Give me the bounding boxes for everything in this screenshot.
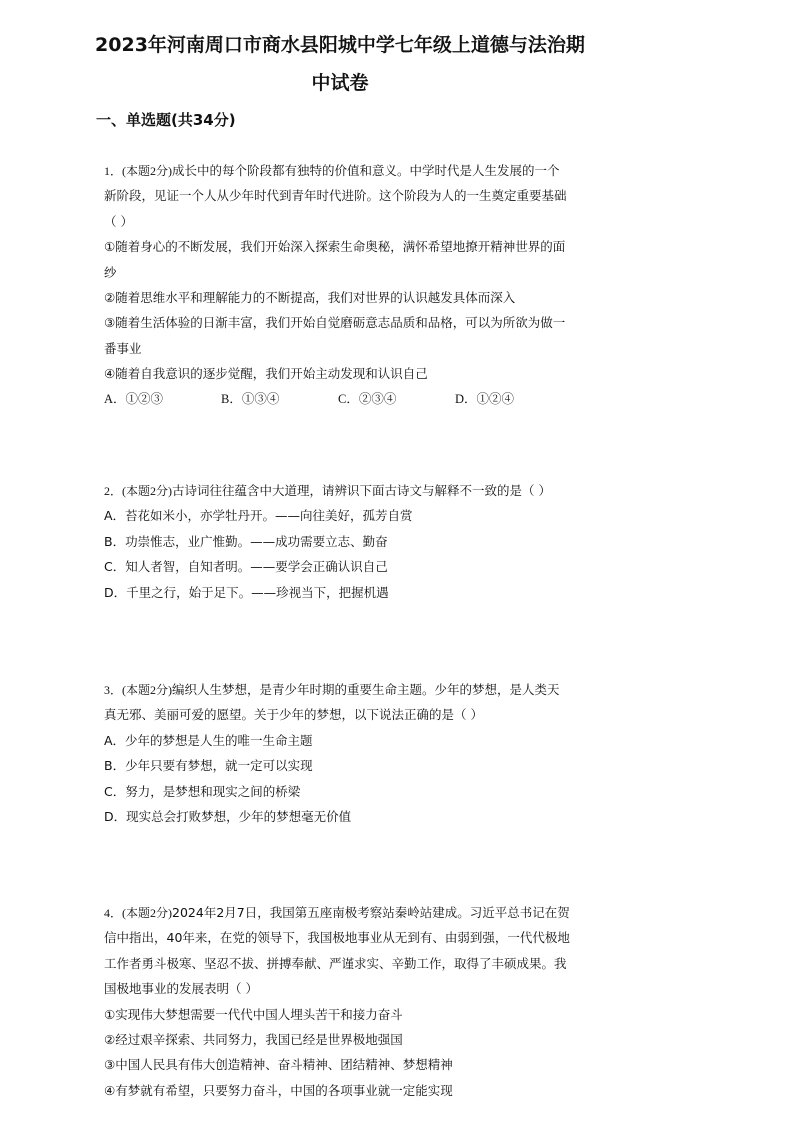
score-tag: (本题2分) bbox=[122, 164, 173, 178]
stem-text: 古诗词往往蕴含中大道理，请辨识下面古诗文与解释不一致的是（ ） bbox=[172, 483, 551, 498]
statement-2: ②经过艰辛探索、共同努力，我国已经是世界极地强国 bbox=[104, 1031, 403, 1047]
statement-3: ③中国人民具有伟大创造精神、奋斗精神、团结精神、梦想精神 bbox=[104, 1057, 453, 1073]
answer-blank: （ ） bbox=[104, 213, 133, 229]
statement-4: ④有梦就有希望，只要努力奋斗，中国的各项事业就一定能实现 bbox=[104, 1082, 453, 1098]
stem-text: 真无邪、美丽可爱的愿望。关于少年的梦想，以下说法正确的是（ ） bbox=[104, 707, 483, 723]
statement-3-cont: 番事业 bbox=[104, 340, 142, 356]
title-line-1: 2023年河南周口市商水县阳城中学七年级上道德与法治期 bbox=[95, 34, 585, 56]
question-number: 4． bbox=[104, 906, 123, 920]
statement-4: ④随着自我意识的逐步觉醒，我们开始主动发现和认识自己 bbox=[104, 366, 428, 382]
question-3 bbox=[104, 677, 584, 829]
question-stem bbox=[104, 158, 584, 183]
statement-3: ③随着生活体验的日渐丰富，我们开始自觉磨砺意志品质和品格，可以为所欲为做一 bbox=[104, 315, 566, 331]
question-stem bbox=[104, 677, 584, 702]
question-1 bbox=[104, 158, 584, 412]
option-b[interactable]: B．少年只要有梦想，就一定可以实现 bbox=[104, 758, 313, 774]
question-stem bbox=[104, 900, 584, 925]
option-a[interactable]: A．①②③ bbox=[104, 391, 164, 406]
statement-1-cont: 纱 bbox=[104, 264, 117, 280]
option-a[interactable]: A．苔花如米小，亦学牡丹开。——向往美好，孤芳自赏 bbox=[104, 508, 413, 524]
document-title bbox=[60, 26, 620, 102]
stem-text: 工作者勇斗极寒、坚忍不拔、拼搏奉献、严谨求实、辛勤工作，取得了丰硕成果。我 bbox=[104, 955, 567, 971]
statement-1: ①实现伟大梦想需要一代代中国人埋头苦干和接力奋斗 bbox=[104, 1006, 403, 1022]
option-d[interactable]: D．千里之行，始于足下。——珍视当下，把握机遇 bbox=[104, 584, 389, 600]
option-b[interactable]: B．①③④ bbox=[221, 391, 280, 406]
section-heading: 一、单选题(共34分) bbox=[96, 111, 236, 129]
score-tag: (本题2分) bbox=[122, 906, 173, 920]
option-b[interactable]: B．功崇惟志，业广惟勤。——成功需要立志、勤奋 bbox=[104, 533, 388, 549]
stem-text: 国极地事业的发展表明（ ） bbox=[104, 981, 258, 997]
question-2 bbox=[104, 478, 584, 605]
option-c[interactable]: C．努力，是梦想和现实之间的桥梁 bbox=[104, 783, 301, 799]
option-d[interactable]: D．现实总会打败梦想，少年的梦想毫无价值 bbox=[104, 808, 352, 824]
question-number: 2． bbox=[104, 484, 123, 498]
stem-text: 信中指出，40年来，在党的领导下，我国极地事业从无到有、由弱到强，一代代极地 bbox=[104, 930, 570, 946]
options-row bbox=[104, 387, 584, 412]
title-line-2: 中试卷 bbox=[311, 72, 369, 94]
question-stem bbox=[104, 478, 584, 503]
option-c[interactable]: C．知人者智，自知者明。——要学会正确认识自己 bbox=[104, 559, 388, 575]
option-d[interactable]: D．①②④ bbox=[455, 391, 515, 406]
question-4 bbox=[104, 900, 584, 1103]
stem-text: 新阶段，见证一个人从少年时代到青年时代进阶。这个阶段为人的一生奠定重要基础 bbox=[104, 188, 567, 204]
score-tag: (本题2分) bbox=[122, 484, 173, 498]
option-a[interactable]: A．少年的梦想是人生的唯一生命主题 bbox=[104, 732, 313, 748]
stem-text: 编织人生梦想，是青少年时期的重要生命主题。少年的梦想，是人类天 bbox=[172, 682, 560, 697]
stem-text: 2024年2月7日，我国第五座南极考察站秦岭站建成。习近平总书记在贺 bbox=[172, 905, 570, 920]
option-c[interactable]: C．②③④ bbox=[338, 391, 397, 406]
statement-2: ②随着思维水平和理解能力的不断提高，我们对世界的认识越发具体而深入 bbox=[104, 289, 516, 305]
question-number: 3． bbox=[104, 683, 123, 697]
statement-1: ①随着身心的不断发展，我们开始深入探索生命奥秘，满怀希望地撩开精神世界的面 bbox=[104, 239, 566, 255]
stem-text: 成长中的每个阶段都有独特的价值和意义。中学时代是人生发展的一个 bbox=[172, 163, 560, 178]
question-number: 1． bbox=[104, 164, 123, 178]
score-tag: (本题2分) bbox=[122, 683, 173, 697]
